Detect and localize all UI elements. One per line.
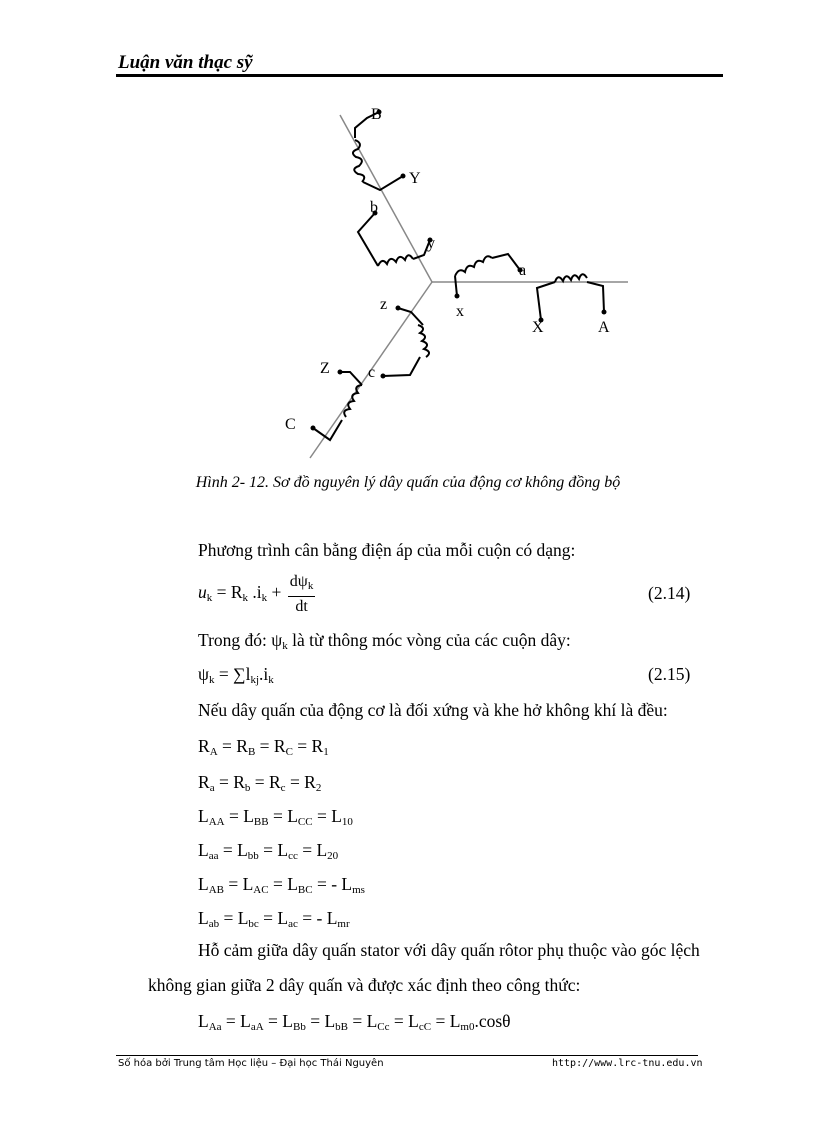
equation-2-15: $\psi_k = \sum l_{kj}.i_k$ xyxy=(198,664,274,686)
label-c: c xyxy=(368,364,376,381)
equation-stator-self-inductance: $L_{AA} = L_{BB} = L_{CC} = L_{10}$ xyxy=(198,806,353,828)
flux-text: Trong đó: ψ xyxy=(198,630,283,650)
equation-number-2-14: (2.14) xyxy=(648,583,691,603)
footer-url[interactable]: http://www.lrc-tnu.edu.vn xyxy=(552,1058,703,1069)
label-Z: Z xyxy=(320,360,330,377)
label-B: B xyxy=(371,106,382,123)
label-A: A xyxy=(598,319,610,336)
equation-2-14: $u_k = R_k$ $.i_k$ + $\frac{d\psi_k}{dt}$ xyxy=(198,573,314,615)
equation-rotor-resistance: $R_a = R_b = R_c = R_2$ xyxy=(198,772,322,794)
paragraph-symmetric: Nếu dây quấn của động cơ là đối xứng và khe hở không khí là đều: xyxy=(198,700,668,720)
equation-rotor-self-inductance: $L_{aa} = L_{bb} = L_{cc} = L_{20}$ xyxy=(198,840,339,862)
equation-stator-rotor-mutual: $L_{Aa} = L_{aA} = L_{Bb} = L_{bB} = L_{Cc} = L_{cC} = L_{m0}.\cos\theta$ xyxy=(198,1011,511,1033)
winding-coils xyxy=(313,112,604,440)
label-C: C xyxy=(285,416,296,433)
label-y: y xyxy=(427,235,435,252)
fraction: $\frac{d\psi_k}{dt}$ xyxy=(289,573,314,615)
winding-diagram xyxy=(0,0,816,470)
label-a: a xyxy=(519,262,527,279)
paragraph-mutual-line1: Hỗ cảm giữa dây quấn stator với dây quấn rôtor phụ thuộc vào góc lệch xyxy=(198,940,700,960)
equation-stator-resistance: $R_A = R_B = R_C = R_1$ xyxy=(198,736,329,758)
equation-number-2-15: (2.15) xyxy=(648,664,691,684)
header-title: Luận văn thạc sỹ xyxy=(118,52,253,73)
flux-subscript: k xyxy=(282,640,288,652)
flux-text-rest: là từ thông móc vòng của các cuộn dây: xyxy=(287,630,571,650)
equation-rotor-mutual-inductance: $L_{ab} = L_{bc} = L_{ac}$ = - $L_{mr}$ xyxy=(198,908,350,930)
label-x: x xyxy=(456,303,464,320)
label-X: X xyxy=(532,319,544,336)
equation-stator-mutual-inductance: $L_{AB} = L_{AC} = L_{BC}$ = - $L_{ms}$ xyxy=(198,874,365,896)
paragraph-mutual-line2: không gian giữa 2 dây quấn và được xác định theo công thức: xyxy=(148,975,581,995)
label-z: z xyxy=(380,296,388,313)
paragraph-flux-linkage xyxy=(198,630,571,652)
label-Y: Y xyxy=(409,170,421,187)
footer-rule xyxy=(116,1055,698,1056)
paragraph-voltage-equation: Phương trình cân bằng điện áp của mỗi cuộn có dạng: xyxy=(198,540,576,560)
label-b: b xyxy=(370,199,378,216)
footer-left: Số hóa bởi Trung tâm Học liệu – Đại học Thái Nguyên xyxy=(118,1058,384,1069)
figure-caption: Hình 2- 12. Sơ đồ nguyên lý dây quấn của động cơ không đồng bộ xyxy=(195,474,621,491)
